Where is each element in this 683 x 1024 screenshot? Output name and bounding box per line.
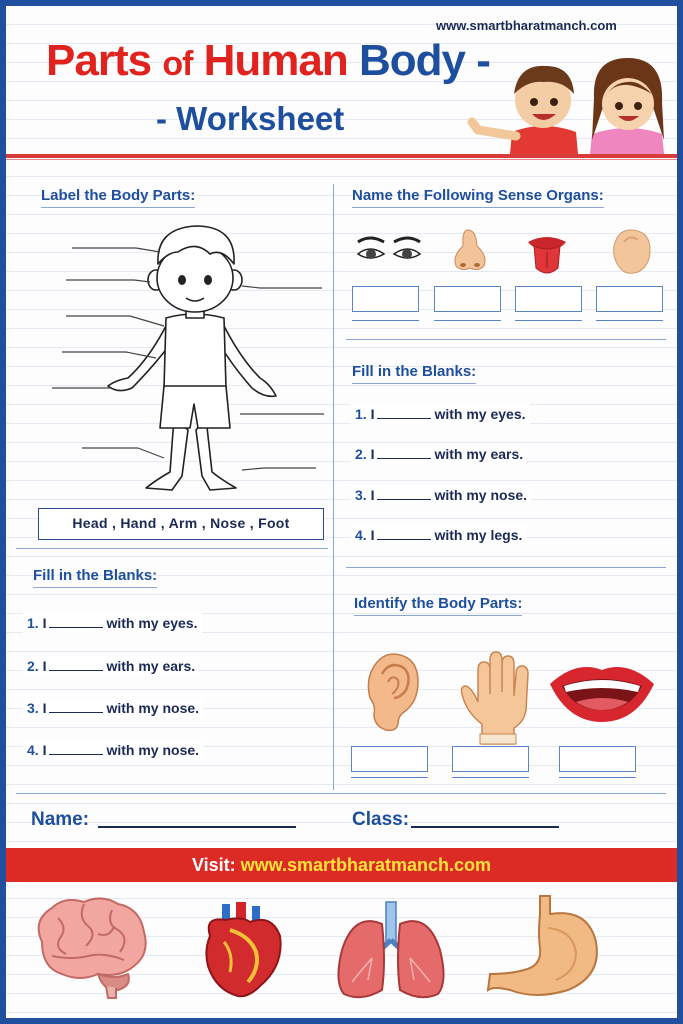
title-of: of <box>162 45 193 83</box>
identify-answer-line-1 <box>351 777 428 778</box>
sense-answer-line-4 <box>596 320 663 321</box>
name-label: Name: <box>31 809 90 830</box>
class-input-line[interactable] <box>411 826 559 828</box>
item-number: 3. <box>355 487 367 503</box>
girl-figure <box>590 58 664 154</box>
eyes-icon <box>354 234 424 268</box>
right-section-divider-1 <box>346 339 666 340</box>
left-fill-blanks-heading: Fill in the Blanks: <box>33 567 157 588</box>
item-suffix: with my ears. <box>434 446 524 462</box>
brain-icon <box>28 894 150 998</box>
nose-icon <box>450 228 490 274</box>
tongue-icon <box>524 234 570 276</box>
item-prefix: I <box>370 487 375 503</box>
item-suffix: with my nose. <box>106 700 200 716</box>
left-fill-item-4 <box>23 740 203 760</box>
identify-answer-line-2 <box>452 777 529 778</box>
blank-line[interactable] <box>49 627 103 628</box>
item-suffix: with my eyes. <box>106 615 198 631</box>
left-fill-item-1 <box>23 613 202 633</box>
item-prefix: I <box>42 658 47 674</box>
visit-label: Visit: <box>191 855 236 875</box>
item-number: 2. <box>355 446 367 462</box>
item-prefix: I <box>370 406 375 422</box>
page-title <box>46 36 490 86</box>
sense-answer-line-1 <box>352 320 419 321</box>
boy-figure <box>472 66 578 154</box>
right-fill-item-3 <box>351 485 531 505</box>
item-prefix: I <box>42 742 47 758</box>
item-number: 1. <box>27 615 39 631</box>
right-fill-item-4 <box>351 525 526 545</box>
sense-answer-box-3[interactable] <box>515 286 582 312</box>
sense-answer-box-2[interactable] <box>434 286 501 312</box>
left-section-divider <box>16 548 328 549</box>
identify-answer-box-1[interactable] <box>351 746 428 772</box>
blank-line[interactable] <box>377 499 431 500</box>
right-fill-item-1 <box>351 404 530 424</box>
identify-body-parts-heading: Identify the Body Parts: <box>354 595 522 616</box>
item-number: 3. <box>27 700 39 716</box>
lungs-icon <box>332 902 450 1002</box>
footer-divider <box>16 793 666 794</box>
sense-answer-box-4[interactable] <box>596 286 663 312</box>
heart-icon <box>200 902 284 1000</box>
blank-line[interactable] <box>377 458 431 459</box>
item-suffix: with my nose. <box>106 742 200 758</box>
left-fill-item-2 <box>23 656 199 676</box>
hand-icon <box>458 652 538 744</box>
mouth-icon <box>546 658 658 724</box>
sense-answer-box-1[interactable] <box>352 286 419 312</box>
title-human: Human <box>203 36 348 85</box>
identify-answer-box-2[interactable] <box>452 746 529 772</box>
stomach-icon <box>484 894 604 1000</box>
header-divider-thin <box>6 159 677 160</box>
visit-banner <box>6 848 677 882</box>
kids-illustration <box>468 50 677 154</box>
header-divider <box>6 154 677 158</box>
blank-line[interactable] <box>49 712 103 713</box>
class-label: Class: <box>352 809 410 830</box>
left-fill-item-3 <box>23 698 203 718</box>
ear-icon <box>366 652 420 732</box>
worksheet-page <box>6 6 677 1018</box>
right-section-divider-2 <box>346 567 666 568</box>
visit-url[interactable]: www.smartbharatmanch.com <box>240 855 492 875</box>
item-suffix: with my nose. <box>434 487 528 503</box>
page-subtitle: - Worksheet <box>156 100 345 137</box>
title-parts: Parts <box>46 36 152 85</box>
item-prefix: I <box>370 446 375 462</box>
sense-answer-line-3 <box>515 320 582 321</box>
sense-organs-heading: Name the Following Sense Organs: <box>352 187 604 208</box>
blank-line[interactable] <box>377 418 431 419</box>
right-fill-blanks-heading: Fill in the Blanks: <box>352 363 476 384</box>
item-number: 4. <box>355 527 367 543</box>
word-bank: Head , Hand , Arm , Nose , Foot <box>38 508 324 540</box>
item-prefix: I <box>42 700 47 716</box>
item-number: 1. <box>355 406 367 422</box>
item-prefix: I <box>42 615 47 631</box>
item-number: 2. <box>27 658 39 674</box>
website-url: www.smartbharatmanch.com <box>436 18 617 33</box>
name-input-line[interactable] <box>98 826 296 828</box>
boy-outline-drawing <box>46 218 326 500</box>
right-fill-item-2 <box>351 444 527 464</box>
identify-answer-line-3 <box>559 777 636 778</box>
item-prefix: I <box>370 527 375 543</box>
blank-line[interactable] <box>49 754 103 755</box>
identify-answer-box-3[interactable] <box>559 746 636 772</box>
blank-line[interactable] <box>377 539 431 540</box>
label-body-parts-heading: Label the Body Parts: <box>41 187 195 208</box>
sense-answer-line-2 <box>434 320 501 321</box>
title-body: Body - <box>359 36 490 85</box>
ear-icon <box>610 228 652 276</box>
item-suffix: with my eyes. <box>434 406 526 422</box>
item-suffix: with my ears. <box>106 658 196 674</box>
item-suffix: with my legs. <box>434 527 523 543</box>
item-number: 4. <box>27 742 39 758</box>
column-divider <box>333 184 334 790</box>
blank-line[interactable] <box>49 670 103 671</box>
